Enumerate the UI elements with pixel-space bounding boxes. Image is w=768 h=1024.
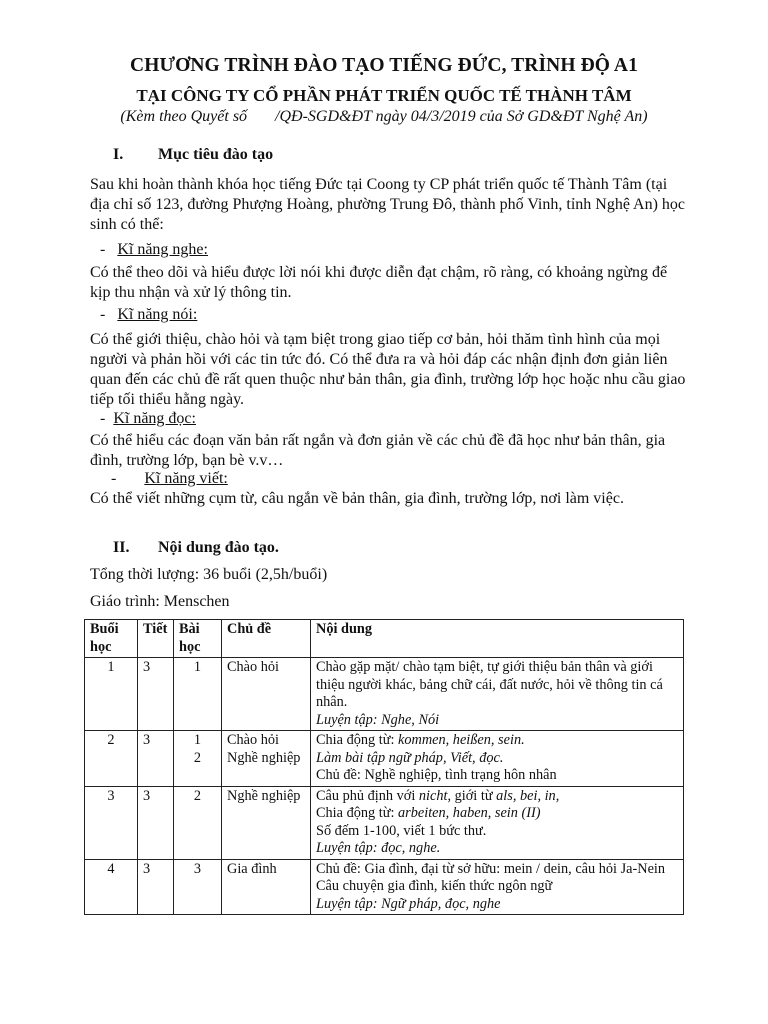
practice-text: Luyện tập: Nghe, Nói: [316, 711, 440, 728]
content-italic: als, bei, in,: [496, 787, 560, 804]
section-1-intro: Sau khi hoàn thành khóa học tiếng Đức tại Coong ty CP phát triển quốc tế Thành Tâm (tại địa chỉ số 123, đường Phượng Hoàng, phường Trung Đô, thành phố Vinh, tỉnh Nghệ An) học sinh có thể:: [90, 176, 686, 233]
verb-list: arbeiten, haben, sein (II): [398, 805, 541, 821]
header-buoi-hoc: Buổi học: [85, 620, 138, 658]
table-row: [85, 786, 684, 859]
content-line: [316, 712, 678, 730]
cell-tiet: 3: [138, 731, 174, 787]
content-text: , giới từ: [447, 787, 497, 804]
skill-label: Kĩ năng viết:: [144, 470, 228, 487]
bullet-dash: -: [100, 306, 106, 323]
bullet-dash: -: [100, 241, 106, 258]
cell-bai: 3: [174, 859, 222, 915]
duration-text: Tổng thời lượng: 36 buổi (2,5h/buổi): [90, 566, 328, 583]
cell-chu-de: Chào hỏi: [222, 658, 311, 731]
header-chu-de: Chủ đề: [222, 620, 311, 658]
content-line: Câu chuyện gia đình, kiến thức ngôn ngữ: [316, 878, 553, 894]
skill-reading-label: [100, 409, 196, 429]
table-row: [85, 859, 684, 915]
topic-text: Chào hỏi: [227, 732, 280, 748]
cell-noi-dung: [311, 731, 684, 787]
header-tiet: Tiết: [138, 620, 174, 658]
cell-noi-dung: [311, 786, 684, 859]
skill-label: Kĩ năng nói:: [117, 306, 198, 323]
skill-writing-label: [111, 469, 228, 489]
practice-text: Luyện tập: Ngữ pháp, đọc, nghe: [316, 895, 501, 912]
cell-noi-dung: [311, 658, 684, 731]
header-bai-hoc: Bài học: [174, 620, 222, 658]
section-2-heading: [113, 539, 279, 557]
table-header-row: [85, 620, 684, 658]
cell-tiet: 3: [138, 786, 174, 859]
bullet-dash: -: [100, 410, 106, 427]
topic-text: Nghề nghiệp: [227, 749, 301, 766]
cell-bai: 2: [174, 786, 222, 859]
table-row: [85, 658, 684, 731]
cell-chu-de: Gia đình: [222, 859, 311, 915]
practice-text: Làm bài tập ngữ pháp, Viết, đọc.: [316, 749, 504, 766]
content-line: [316, 732, 678, 750]
content-line: Chủ đề: Gia đình, đại từ sở hữu: mein / dein, câu hỏi Ja-Nein: [316, 860, 666, 877]
section-1-number: I.: [113, 146, 124, 163]
skill-label: Kĩ năng đọc:: [113, 410, 196, 427]
cell-buoi: 3: [85, 786, 138, 859]
skill-label: Kĩ năng nghe:: [117, 241, 208, 258]
cell-buoi: 4: [85, 859, 138, 915]
verb-list: kommen, heißen, sein.: [398, 732, 525, 748]
skill-writing-text: Có thể viết những cụm từ, câu ngắn về bản thân, gia đình, trường lớp, nơi làm việc.: [90, 490, 624, 507]
decision-note: [0, 108, 768, 126]
content-line: Số đếm 1-100, viết 1 bức thư.: [316, 822, 487, 839]
content-text: Câu phủ định với: [316, 787, 419, 804]
content-line: [316, 788, 678, 806]
practice-text: Luyện tập: đọc, nghe.: [316, 840, 441, 856]
content-text: Chia động từ:: [316, 732, 399, 748]
header-noi-dung: Nội dung: [311, 620, 684, 658]
section-1-title: Mục tiêu đào tạo: [158, 146, 274, 163]
section-2-number: II.: [113, 539, 130, 556]
decision-note-part1: (Kèm theo Quyết số: [120, 108, 248, 125]
section-1-heading: [113, 146, 273, 164]
cell-tiet: 3: [138, 658, 174, 731]
content-line: Chào gặp mặt/ chào tạm biệt, tự giới thiệu bản thân và giới thiệu người khác, bảng chữ cái, đất nước, hỏi về thông tin cá nhân.: [316, 659, 663, 710]
cell-bai: [174, 731, 222, 787]
content-line: Chủ đề: Nghề nghiệp, tình trạng hôn nhân: [316, 767, 557, 783]
curriculum-table: [84, 619, 684, 915]
cell-noi-dung: [311, 859, 684, 915]
content-italic: nicht: [418, 787, 448, 804]
skill-speaking-text: Có thể giới thiệu, chào hỏi và tạm biệt trong giao tiếp cơ bản, hỏi thăm tình hình của mọi người và phản hồi với các tin tức đó. Có thể đưa ra và hỏi đáp các nhận định đơn giản liên quan đến các chủ đề rất quen thuộc như bản thân, gia đình, trường lớp học hoặc nhu cầu giao tiếp tối thiểu hằng ngày.: [90, 331, 686, 408]
lesson-number: 2: [193, 749, 202, 766]
content-line: [316, 840, 678, 858]
skill-speaking-label: [100, 305, 197, 325]
bullet-dash: -: [111, 470, 117, 487]
content-line: [316, 896, 678, 914]
lesson-number: 1: [193, 732, 202, 748]
textbook-text: Giáo trình: Menschen: [90, 593, 230, 610]
content-text: Chia động từ:: [316, 805, 399, 821]
cell-tiet: 3: [138, 859, 174, 915]
content-line: [316, 750, 678, 768]
document-subtitle: TẠI CÔNG TY CỔ PHẦN PHÁT TRIỂN QUỐC TẾ THÀNH TÂM: [136, 86, 632, 105]
cell-buoi: 2: [85, 731, 138, 787]
skill-listening-text: Có thể theo dõi và hiểu được lời nói khi được diễn đạt chậm, rõ ràng, có khoảng ngừng để kịp thu nhận và xử lý thông tin.: [90, 264, 668, 301]
skill-listening-label: [100, 240, 208, 260]
cell-buoi: 1: [85, 658, 138, 731]
cell-chu-de: Nghề nghiệp: [222, 786, 311, 859]
content-line: [316, 805, 678, 823]
section-2-title: Nội dung đào tạo.: [158, 539, 279, 556]
cell-chu-de: [222, 731, 311, 787]
decision-note-part2: /QĐ-SGD&ĐT ngày 04/3/2019 của Sở GD&ĐT Nghệ An): [275, 108, 648, 125]
cell-bai: 1: [174, 658, 222, 731]
table-row: [85, 731, 684, 787]
document-title: CHƯƠNG TRÌNH ĐÀO TẠO TIẾNG ĐỨC, TRÌNH ĐỘ A1: [130, 55, 638, 76]
skill-reading-text: Có thể hiểu các đoạn văn bản rất ngắn và đơn giản về các chủ đề đã học như bản thân, gia đình, trường lớp, bạn bè v.v…: [90, 432, 666, 469]
